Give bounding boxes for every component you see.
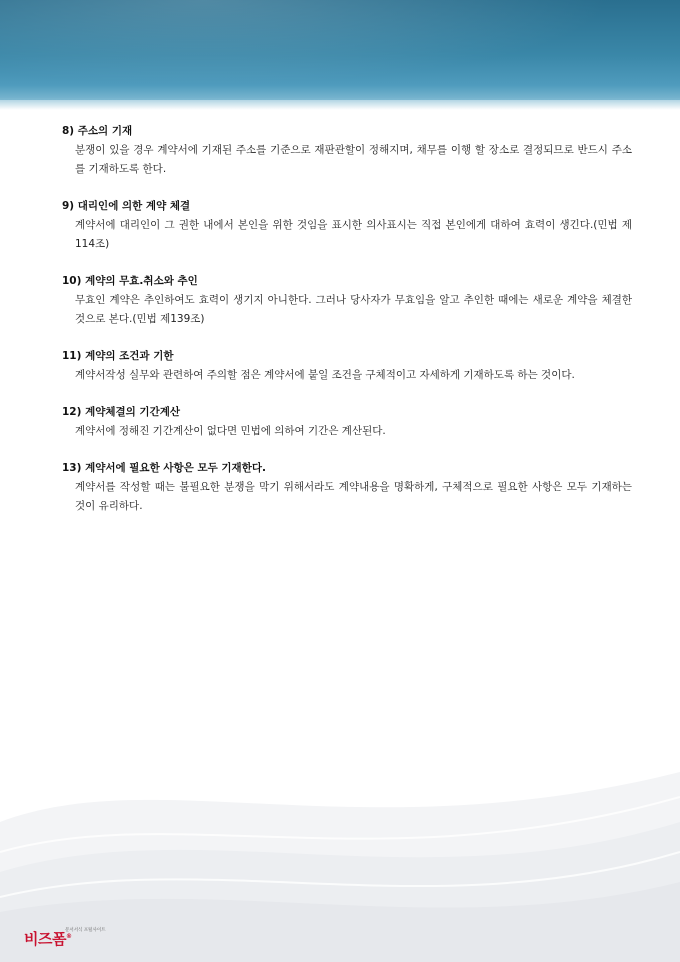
logo-name (24, 928, 71, 949)
logo-tagline: 문서서식 포털사이트 (65, 928, 106, 933)
section-10 (62, 274, 632, 329)
section-title: 13) 계약서에 필요한 사항은 모두 기재한다. (62, 462, 266, 474)
bizforms-logo (24, 926, 144, 950)
header-band (0, 0, 680, 100)
section-title: 10) 계약의 무효.취소와 추인 (62, 275, 198, 287)
section-12 (62, 405, 632, 441)
section-body: 계약서작성 실무와 관련하여 주의할 점은 계약서에 붙일 조건을 구체적이고 자세하게 기재하도록 하는 것이다. (75, 369, 575, 381)
section-8 (62, 124, 632, 179)
section-body: 분쟁이 있을 경우 계약서에 기재된 주소를 기준으로 재판관할이 정해지며, 채무를 이행 할 장소로 결정되므로 반드시 주소를 기재하도록 한다. (75, 144, 632, 175)
section-title: 8) 주소의 기재 (62, 125, 133, 137)
section-body: 계약서를 작성할 때는 불필요한 분쟁을 막기 위해서라도 계약내용을 명확하게, 구체적으로 필요한 사항은 모두 기재하는 것이 유리하다. (75, 481, 632, 512)
registered-mark: ® (65, 933, 72, 940)
section-13 (62, 461, 632, 516)
section-11 (62, 349, 632, 385)
section-title: 11) 계약의 조건과 기한 (62, 350, 174, 362)
section-body: 계약서에 정해진 기간계산이 없다면 민법에 의하여 기간은 계산된다. (75, 425, 386, 437)
section-9 (62, 199, 632, 254)
section-body: 무효인 계약은 추인하여도 효력이 생기지 아니한다. 그러나 당사자가 무효임을 알고 추인한 때에는 새로운 계약을 체결한 것으로 본다.(민법 제139조) (75, 294, 632, 325)
footer-waves-decoration (0, 702, 680, 962)
section-title: 12) 계약체결의 기간계산 (62, 406, 181, 418)
document-content (62, 124, 632, 536)
section-title: 9) 대리인에 의한 계약 체결 (62, 200, 191, 212)
section-body: 계약서에 대리인이 그 권한 내에서 본인을 위한 것임을 표시한 의사표시는 직접 본인에게 대하여 효력이 생긴다.(민법 제114조) (75, 219, 632, 250)
header-shine (0, 0, 680, 100)
logo-wordmark: 비즈폼 (24, 930, 66, 948)
